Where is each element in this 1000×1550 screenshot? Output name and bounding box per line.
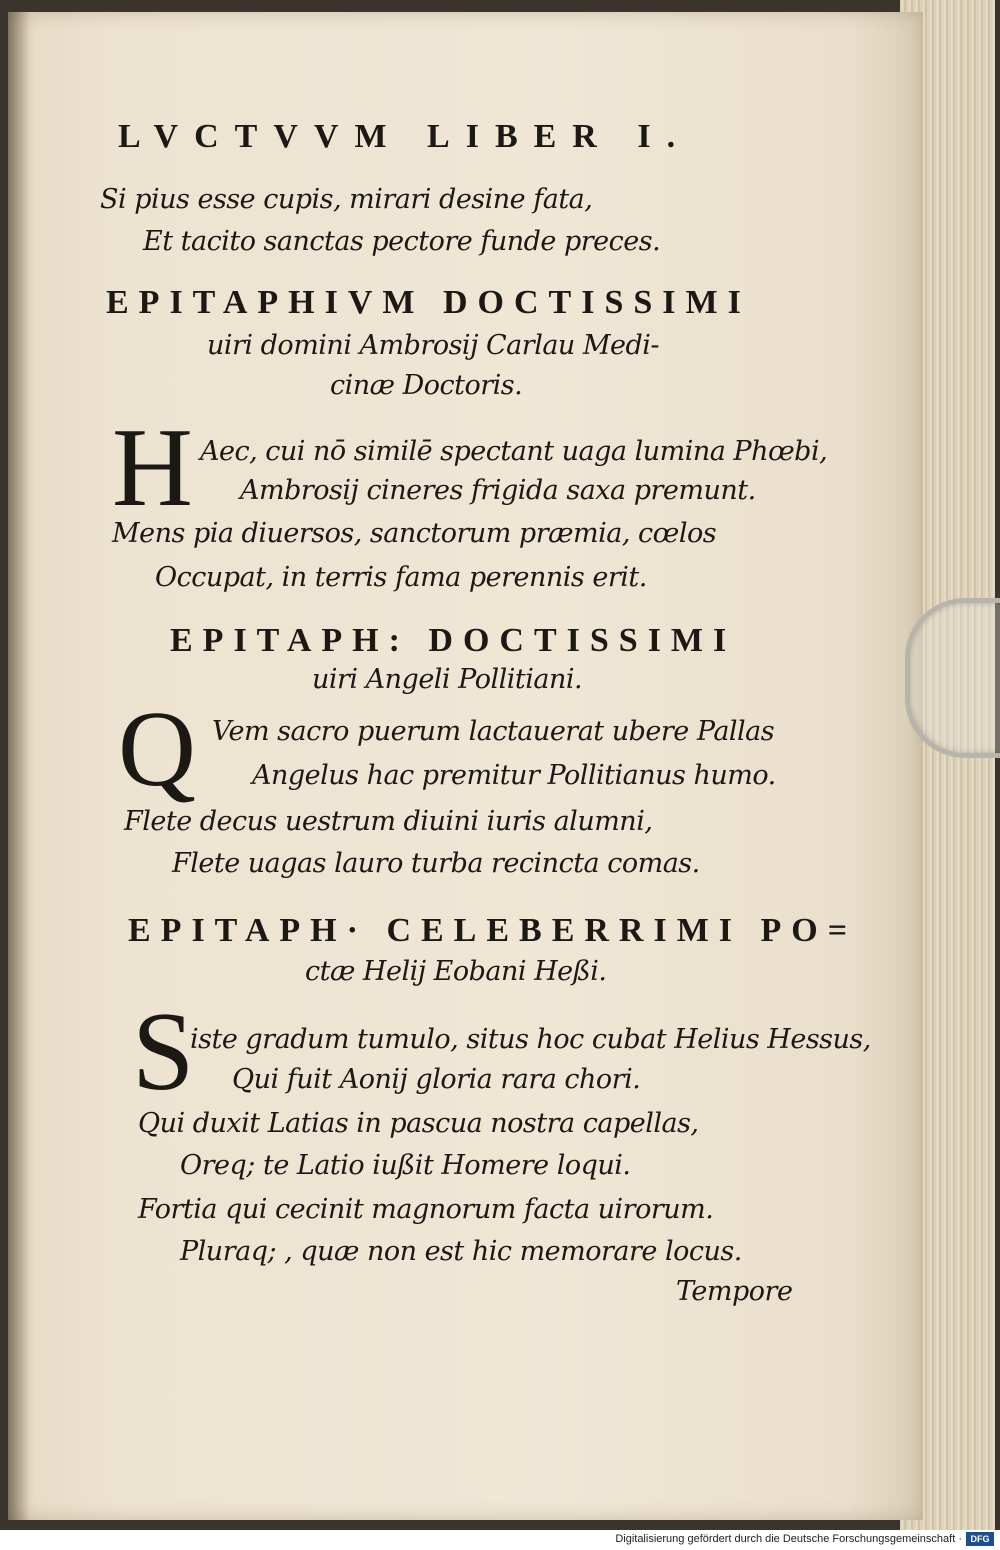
epitaph-1-line-4: Occupat, in terris fama perennis erit. <box>155 562 647 593</box>
epitaph-2-line-3: Flete decus uestrum diuini iuris alumni, <box>124 806 653 837</box>
epitaph-1-subheading-1: uiri domini Ambrosij Carlau Medi- <box>207 330 660 361</box>
epitaph-3-heading: EPITAPH· CELEBERRIMI PO= <box>128 912 858 949</box>
couplet-line-2: Et tacito sanctas pectore funde preces. <box>143 226 661 257</box>
epitaph-3-line-3: Qui duxit Latias in pascua nostra capellas, <box>138 1108 699 1139</box>
epitaph-3-line-1: iste gradum tumulo, situs hoc cubat Helius Hessus, <box>190 1024 871 1055</box>
drop-cap-s: S <box>132 990 195 1114</box>
epitaph-2-line-4: Flete uagas lauro turba recincta comas. <box>172 848 700 879</box>
epitaph-3-line-5: Fortia qui cecinit magnorum facta uirorum. <box>138 1194 714 1225</box>
running-head: LVCTVVM LIBER I. <box>118 118 692 155</box>
epitaph-1-line-3: Mens pia diuersos, sanctorum præmia, cœlos <box>112 518 717 549</box>
epitaph-1-heading: EPITAPHIVM DOCTISSIMI <box>106 284 751 321</box>
couplet-line-1: Si pius esse cupis, mirari desine fata, <box>100 184 593 215</box>
footer-credit: Digitalisierung gefördert durch die Deutsche Forschungsgemeinschaft · <box>615 1533 962 1545</box>
page-clip <box>905 598 1000 758</box>
dfg-logo-icon: DFG <box>966 1532 994 1546</box>
epitaph-2-line-2: Angelus hac premitur Pollitianus humo. <box>252 760 776 791</box>
epitaph-3-line-2: Qui fuit Aonij gloria rara chori. <box>232 1064 641 1095</box>
epitaph-2-line-1: Vem sacro puerum lactauerat ubere Pallas <box>212 716 775 747</box>
spine-shadow <box>8 12 30 1520</box>
epitaph-2-subheading: uiri Angeli Pollitiani. <box>312 664 583 695</box>
epitaph-3-subheading: ctæ Helij Eobani Heßi. <box>305 956 607 987</box>
epitaph-2-heading: EPITAPH: DOCTISSIMI <box>170 622 737 659</box>
epitaph-3-line-6: Pluraq; , quæ non est hic memorare locus. <box>180 1236 742 1267</box>
catchword: Tempore <box>676 1276 793 1307</box>
drop-cap-h: H <box>112 406 193 530</box>
epitaph-1-line-1: Aec, cui nō similē spectant uaga lumina Phœbi, <box>200 436 828 467</box>
epitaph-3-line-4: Oreq; te Latio iußit Homere loqui. <box>180 1150 631 1181</box>
drop-cap-q: Q <box>118 690 196 809</box>
epitaph-1-subheading-2: cinæ Doctoris. <box>330 370 523 401</box>
epitaph-1-line-2: Ambrosij cineres frigida saxa premunt. <box>240 475 756 506</box>
